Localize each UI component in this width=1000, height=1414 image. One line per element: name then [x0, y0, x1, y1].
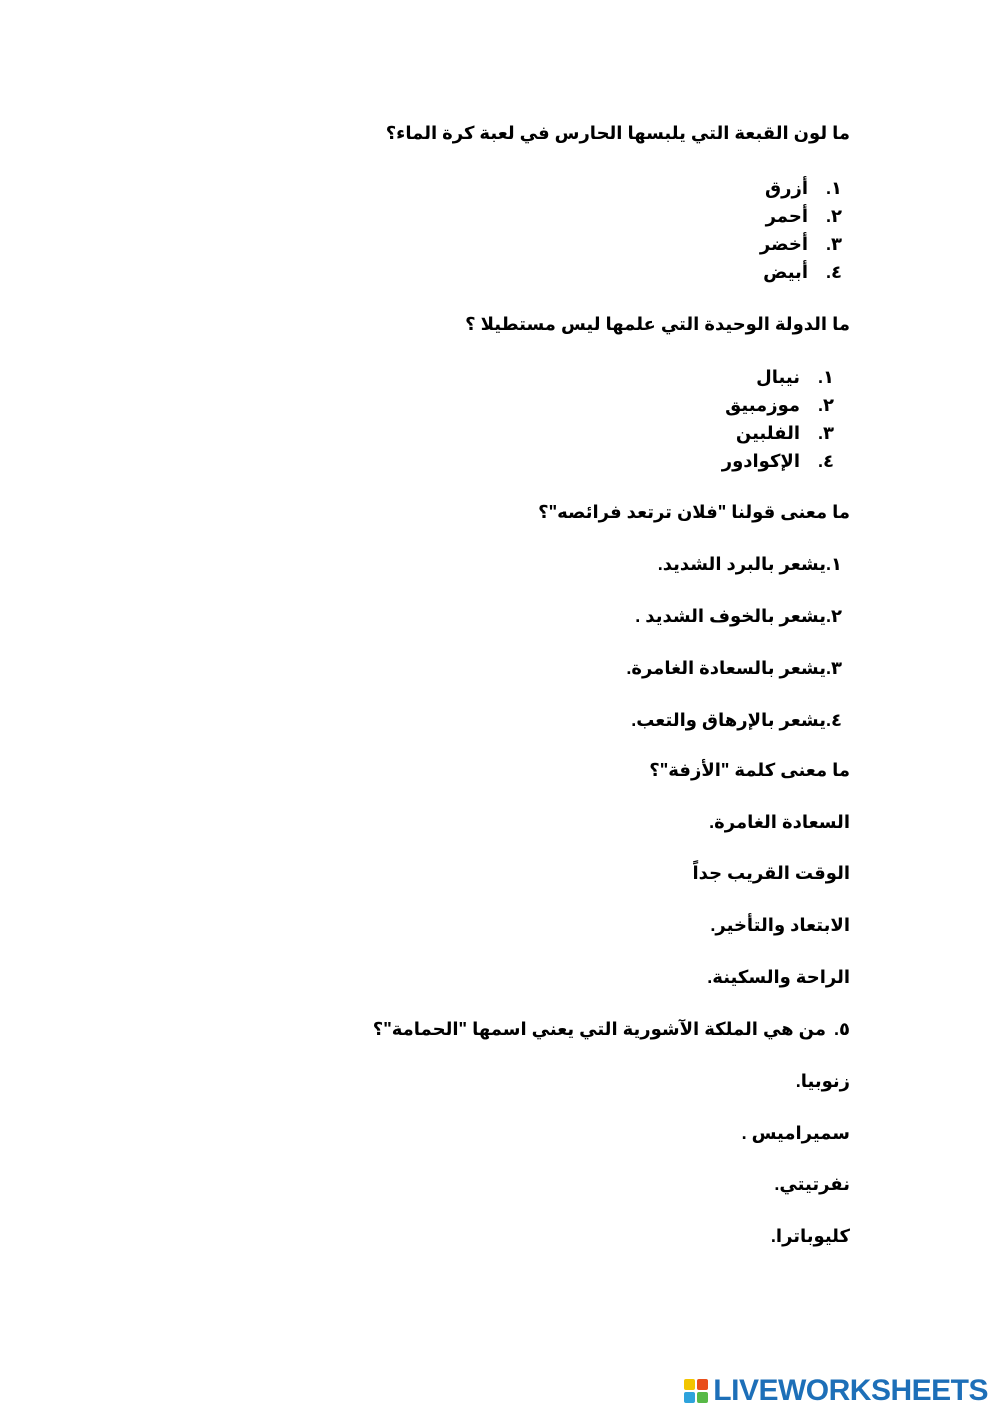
- q2-option-2[interactable]: [725, 393, 834, 417]
- option-number: ٣.: [825, 658, 842, 678]
- option-text: أزرق: [765, 178, 808, 198]
- option-number: ٣.: [825, 234, 842, 254]
- q4-option-1[interactable]: السعادة الغامرة.: [709, 812, 850, 832]
- q5-option-4[interactable]: كليوباترا.: [770, 1226, 850, 1246]
- option-text: الإكوادور: [721, 451, 800, 471]
- option-text: الفلبين: [735, 423, 800, 443]
- liveworksheets-brand[interactable]: [683, 1374, 988, 1408]
- question-text: من هي الملكة الآشورية التي يعني اسمها "الحمامة"؟: [372, 1019, 826, 1039]
- question-2: ما الدولة الوحيدة التي علمها ليس مستطيلا ؟: [465, 314, 850, 334]
- question-number: ٥.: [833, 1019, 850, 1039]
- q4-option-3[interactable]: الابتعاد والتأخير.: [710, 915, 850, 935]
- q1-option-2[interactable]: [766, 204, 842, 228]
- option-number: ٤.: [825, 710, 842, 730]
- q4-option-2[interactable]: الوقت القريب جداً: [692, 863, 850, 883]
- q2-option-3[interactable]: [736, 421, 834, 445]
- option-text: أحمر: [765, 206, 808, 226]
- question-1: ما لون القبعة التي يلبسها الحارس في لعبة كرة الماء؟: [385, 123, 850, 143]
- question-3: ما معنى قولنا "فلان ترتعد فرائصه"؟: [538, 502, 850, 522]
- q4-option-4[interactable]: الراحة والسكينة.: [707, 967, 850, 987]
- option-text: موزمبيق: [725, 395, 800, 415]
- option-number: ٢.: [825, 206, 842, 226]
- question-5: [373, 1017, 850, 1041]
- option-number: ١.: [825, 178, 842, 198]
- option-text: يشعر بالخوف الشديد .: [635, 606, 826, 626]
- option-text: يشعر بالإرهاق والتعب.: [631, 710, 826, 730]
- option-text: أخضر: [759, 234, 808, 254]
- option-number: ٤.: [825, 262, 842, 282]
- option-number: ٣.: [817, 423, 834, 443]
- q5-option-1[interactable]: زنوبيا.: [795, 1071, 850, 1091]
- q3-option-4[interactable]: [631, 708, 842, 732]
- brand-name: LIVEWORKSHEETS: [713, 1374, 988, 1407]
- option-text: نيبال: [756, 367, 800, 387]
- option-text: يشعر بالسعادة الغامرة.: [626, 658, 826, 678]
- option-number: ٢.: [825, 606, 842, 626]
- q3-option-2[interactable]: [635, 604, 842, 628]
- option-number: ٢.: [817, 395, 834, 415]
- option-number: ١.: [825, 554, 842, 574]
- q1-option-1[interactable]: [765, 176, 842, 200]
- q5-option-2[interactable]: سميراميس .: [741, 1123, 850, 1143]
- q2-option-1[interactable]: [756, 365, 834, 389]
- q3-option-3[interactable]: [626, 656, 842, 680]
- q1-option-3[interactable]: [760, 232, 842, 256]
- option-number: ١.: [817, 367, 834, 387]
- q1-option-4[interactable]: [763, 260, 842, 284]
- q3-option-1[interactable]: [658, 552, 842, 576]
- question-4: ما معنى كلمة "الأزفة"؟: [649, 760, 850, 780]
- q2-option-4[interactable]: [722, 449, 834, 473]
- liveworksheets-logo-icon: [683, 1378, 709, 1404]
- q5-option-3[interactable]: نفرتيتي.: [774, 1174, 850, 1194]
- option-number: ٤.: [817, 451, 834, 471]
- option-text: يشعر بالبرد الشديد.: [657, 554, 826, 574]
- option-text: أبيض: [763, 262, 808, 282]
